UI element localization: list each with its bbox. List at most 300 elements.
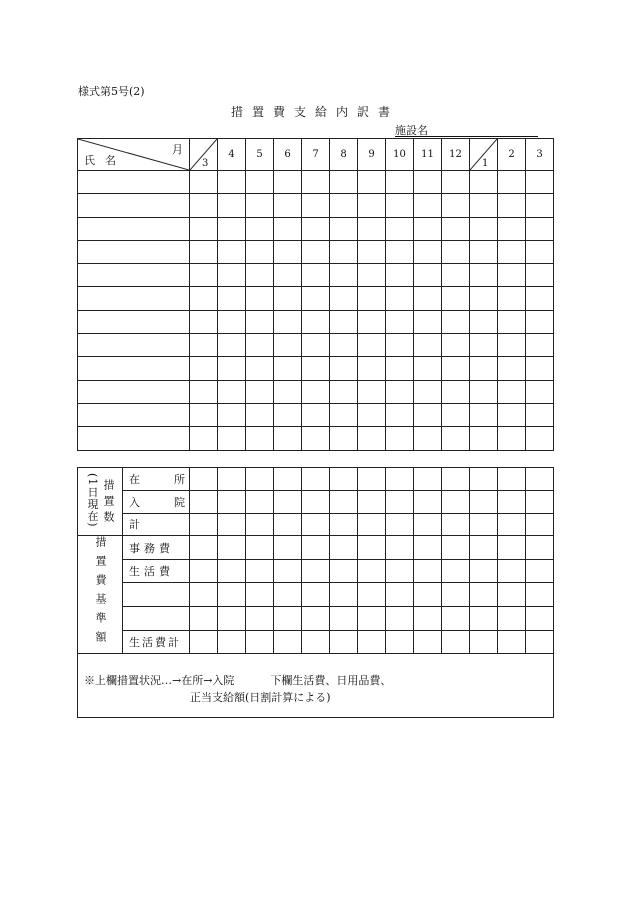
month-cell[interactable] bbox=[470, 217, 498, 240]
value-cell[interactable] bbox=[218, 630, 246, 654]
value-cell[interactable] bbox=[358, 468, 386, 491]
value-cell[interactable] bbox=[498, 607, 526, 631]
month-cell[interactable] bbox=[330, 240, 358, 263]
name-row bbox=[78, 403, 554, 426]
amount-row-label: 事務費 bbox=[123, 536, 190, 560]
value-cell[interactable] bbox=[190, 630, 218, 654]
month-cell[interactable] bbox=[526, 194, 554, 217]
value-cell[interactable] bbox=[526, 559, 554, 583]
month-cell[interactable] bbox=[498, 287, 526, 310]
month-cell[interactable] bbox=[498, 194, 526, 217]
month-cell[interactable] bbox=[442, 171, 470, 194]
month-cell[interactable] bbox=[386, 171, 414, 194]
value-cell[interactable] bbox=[190, 490, 218, 513]
name-cell[interactable] bbox=[78, 380, 190, 403]
value-cell[interactable] bbox=[526, 536, 554, 560]
month-cell[interactable] bbox=[190, 287, 218, 310]
value-cell[interactable] bbox=[358, 607, 386, 631]
name-cell[interactable] bbox=[78, 264, 190, 287]
value-cell[interactable] bbox=[498, 468, 526, 491]
month-header: 12 bbox=[442, 139, 470, 171]
value-cell[interactable] bbox=[386, 536, 414, 560]
value-cell[interactable] bbox=[498, 490, 526, 513]
count-row-label: 在 所 bbox=[123, 468, 190, 491]
month-header: 11 bbox=[414, 139, 442, 171]
month-cell[interactable] bbox=[526, 171, 554, 194]
value-cell[interactable] bbox=[302, 468, 330, 491]
value-cell[interactable] bbox=[526, 583, 554, 607]
value-cell[interactable] bbox=[470, 583, 498, 607]
month-cell[interactable] bbox=[470, 357, 498, 380]
month-cell[interactable] bbox=[470, 380, 498, 403]
value-cell[interactable] bbox=[274, 559, 302, 583]
value-cell[interactable] bbox=[386, 513, 414, 536]
value-cell[interactable] bbox=[330, 630, 358, 654]
value-cell[interactable] bbox=[386, 630, 414, 654]
month-cell[interactable] bbox=[358, 380, 386, 403]
month-cell[interactable] bbox=[218, 264, 246, 287]
month-cell[interactable] bbox=[442, 310, 470, 333]
value-cell[interactable] bbox=[498, 559, 526, 583]
value-cell[interactable] bbox=[190, 468, 218, 491]
month-cell[interactable] bbox=[358, 171, 386, 194]
month-cell[interactable] bbox=[274, 171, 302, 194]
value-cell[interactable] bbox=[442, 630, 470, 654]
value-cell[interactable] bbox=[302, 607, 330, 631]
month-cell[interactable] bbox=[302, 334, 330, 357]
month-cell[interactable] bbox=[330, 357, 358, 380]
month-cell[interactable] bbox=[386, 194, 414, 217]
month-cell[interactable] bbox=[246, 171, 274, 194]
value-cell[interactable] bbox=[246, 468, 274, 491]
month-cell[interactable] bbox=[274, 287, 302, 310]
month-cell[interactable] bbox=[302, 194, 330, 217]
month-cell[interactable] bbox=[190, 403, 218, 426]
month-cell[interactable] bbox=[386, 240, 414, 263]
note-cell bbox=[78, 654, 554, 718]
month-cell[interactable] bbox=[470, 403, 498, 426]
month-cell[interactable] bbox=[414, 287, 442, 310]
month-cell[interactable] bbox=[442, 217, 470, 240]
month-cell[interactable] bbox=[274, 357, 302, 380]
month-cell[interactable] bbox=[498, 380, 526, 403]
month-cell[interactable] bbox=[190, 194, 218, 217]
value-cell[interactable] bbox=[470, 559, 498, 583]
month-cell[interactable] bbox=[498, 334, 526, 357]
month-cell[interactable] bbox=[302, 217, 330, 240]
month-cell[interactable] bbox=[246, 334, 274, 357]
month-cell[interactable] bbox=[470, 287, 498, 310]
value-cell[interactable] bbox=[358, 513, 386, 536]
month-cell[interactable] bbox=[218, 217, 246, 240]
month-cell[interactable] bbox=[190, 427, 218, 450]
name-row bbox=[78, 194, 554, 217]
value-cell[interactable] bbox=[414, 536, 442, 560]
month-cell[interactable] bbox=[526, 287, 554, 310]
month-cell[interactable] bbox=[442, 380, 470, 403]
month-cell[interactable] bbox=[218, 240, 246, 263]
value-cell[interactable] bbox=[526, 468, 554, 491]
month-cell[interactable] bbox=[498, 240, 526, 263]
standard-amount-row bbox=[78, 607, 554, 631]
month-cell[interactable] bbox=[330, 171, 358, 194]
value-cell[interactable] bbox=[246, 559, 274, 583]
name-cell[interactable] bbox=[78, 357, 190, 380]
month-cell[interactable] bbox=[190, 171, 218, 194]
month-cell[interactable] bbox=[330, 287, 358, 310]
value-cell[interactable] bbox=[190, 536, 218, 560]
month-cell[interactable] bbox=[526, 240, 554, 263]
value-cell[interactable] bbox=[218, 468, 246, 491]
name-cell[interactable] bbox=[78, 217, 190, 240]
month-cell[interactable] bbox=[442, 264, 470, 287]
name-cell[interactable] bbox=[78, 240, 190, 263]
month-cell[interactable] bbox=[246, 217, 274, 240]
value-cell[interactable] bbox=[246, 607, 274, 631]
month-cell[interactable] bbox=[302, 403, 330, 426]
month-cell[interactable] bbox=[442, 403, 470, 426]
value-cell[interactable] bbox=[358, 630, 386, 654]
value-cell[interactable] bbox=[414, 630, 442, 654]
month-cell[interactable] bbox=[190, 357, 218, 380]
month-header: 8 bbox=[330, 139, 358, 171]
value-cell[interactable] bbox=[218, 559, 246, 583]
month-cell[interactable] bbox=[386, 334, 414, 357]
standard-amount-label: 措置費基準額 bbox=[94, 536, 107, 651]
value-cell[interactable] bbox=[190, 513, 218, 536]
value-cell[interactable] bbox=[442, 583, 470, 607]
month-cell[interactable] bbox=[274, 194, 302, 217]
month-cell[interactable] bbox=[190, 217, 218, 240]
value-cell[interactable] bbox=[330, 607, 358, 631]
month-cell[interactable] bbox=[414, 380, 442, 403]
value-cell[interactable] bbox=[302, 630, 330, 654]
month-cell[interactable] bbox=[358, 287, 386, 310]
value-cell[interactable] bbox=[526, 513, 554, 536]
month-cell[interactable] bbox=[302, 287, 330, 310]
month-cell[interactable] bbox=[526, 357, 554, 380]
name-cell[interactable] bbox=[78, 403, 190, 426]
value-cell[interactable] bbox=[386, 490, 414, 513]
month-cell[interactable] bbox=[218, 171, 246, 194]
month-cell[interactable] bbox=[498, 264, 526, 287]
month-cell[interactable] bbox=[414, 310, 442, 333]
month-cell[interactable] bbox=[442, 240, 470, 263]
value-cell[interactable] bbox=[274, 583, 302, 607]
name-cell[interactable] bbox=[78, 334, 190, 357]
month-cell[interactable] bbox=[358, 240, 386, 263]
value-cell[interactable] bbox=[442, 607, 470, 631]
month-cell[interactable] bbox=[302, 427, 330, 450]
value-cell[interactable] bbox=[386, 559, 414, 583]
month-cell[interactable] bbox=[302, 171, 330, 194]
value-cell[interactable] bbox=[274, 630, 302, 654]
month-cell[interactable] bbox=[190, 380, 218, 403]
month-header: 3 bbox=[526, 139, 554, 171]
value-cell[interactable] bbox=[358, 583, 386, 607]
header-row bbox=[78, 139, 554, 171]
value-cell[interactable] bbox=[442, 536, 470, 560]
month-cell[interactable] bbox=[414, 240, 442, 263]
month-cell[interactable] bbox=[386, 427, 414, 450]
value-cell[interactable] bbox=[274, 468, 302, 491]
name-cell[interactable] bbox=[78, 310, 190, 333]
value-cell[interactable] bbox=[302, 536, 330, 560]
month-cell[interactable] bbox=[498, 217, 526, 240]
value-cell[interactable] bbox=[302, 583, 330, 607]
note-placement-status: ※上欄措置状況…→在所→入院 bbox=[84, 674, 235, 688]
month-cell[interactable] bbox=[330, 380, 358, 403]
value-cell[interactable] bbox=[302, 559, 330, 583]
month-cell[interactable] bbox=[190, 240, 218, 263]
month-cell[interactable] bbox=[246, 194, 274, 217]
month-cell[interactable] bbox=[414, 403, 442, 426]
month-header: 2 bbox=[498, 139, 526, 171]
value-cell[interactable] bbox=[274, 490, 302, 513]
month-cell[interactable] bbox=[246, 240, 274, 263]
month-cell[interactable] bbox=[358, 403, 386, 426]
month-cell[interactable] bbox=[218, 427, 246, 450]
value-cell[interactable] bbox=[470, 607, 498, 631]
value-cell[interactable] bbox=[358, 536, 386, 560]
month-cell[interactable] bbox=[330, 264, 358, 287]
month-cell[interactable] bbox=[442, 194, 470, 217]
month-cell[interactable] bbox=[386, 380, 414, 403]
month-cell[interactable] bbox=[470, 264, 498, 287]
month-cell[interactable] bbox=[218, 287, 246, 310]
value-cell[interactable] bbox=[414, 490, 442, 513]
month-cell[interactable] bbox=[302, 310, 330, 333]
value-cell[interactable] bbox=[274, 607, 302, 631]
value-cell[interactable] bbox=[218, 583, 246, 607]
month-cell[interactable] bbox=[414, 427, 442, 450]
month-cell[interactable] bbox=[274, 264, 302, 287]
value-cell[interactable] bbox=[274, 513, 302, 536]
month-cell[interactable] bbox=[498, 310, 526, 333]
month-cell[interactable] bbox=[358, 427, 386, 450]
name-cell[interactable] bbox=[78, 427, 190, 450]
month-cell[interactable] bbox=[414, 194, 442, 217]
month-3-label: 3 bbox=[202, 158, 209, 169]
month-cell[interactable] bbox=[330, 334, 358, 357]
month-cell[interactable] bbox=[246, 264, 274, 287]
month-cell[interactable] bbox=[218, 403, 246, 426]
count-row bbox=[78, 513, 554, 536]
value-cell[interactable] bbox=[358, 559, 386, 583]
value-cell[interactable] bbox=[414, 468, 442, 491]
standard-amount-row bbox=[78, 536, 554, 560]
value-cell[interactable] bbox=[414, 513, 442, 536]
month-cell[interactable] bbox=[442, 287, 470, 310]
value-cell[interactable] bbox=[498, 630, 526, 654]
month-cell[interactable] bbox=[358, 194, 386, 217]
month-cell[interactable] bbox=[190, 334, 218, 357]
value-cell[interactable] bbox=[414, 607, 442, 631]
value-cell[interactable] bbox=[218, 536, 246, 560]
value-cell[interactable] bbox=[470, 536, 498, 560]
month-cell[interactable] bbox=[218, 334, 246, 357]
month-cell[interactable] bbox=[442, 357, 470, 380]
month-cell[interactable] bbox=[246, 310, 274, 333]
value-cell[interactable] bbox=[470, 630, 498, 654]
month-cell[interactable] bbox=[246, 287, 274, 310]
month-cell[interactable] bbox=[218, 310, 246, 333]
month-cell[interactable] bbox=[218, 194, 246, 217]
month-cell[interactable] bbox=[470, 334, 498, 357]
value-cell[interactable] bbox=[330, 468, 358, 491]
month-cell[interactable] bbox=[526, 403, 554, 426]
month-cell[interactable] bbox=[386, 310, 414, 333]
value-cell[interactable] bbox=[190, 583, 218, 607]
month-cell[interactable] bbox=[218, 357, 246, 380]
note-lower-column: 下欄生活費、日用品費、 bbox=[270, 674, 392, 688]
value-cell[interactable] bbox=[330, 559, 358, 583]
value-cell[interactable] bbox=[190, 559, 218, 583]
month-cell[interactable] bbox=[302, 357, 330, 380]
value-cell[interactable] bbox=[246, 536, 274, 560]
value-cell[interactable] bbox=[442, 468, 470, 491]
value-cell[interactable] bbox=[358, 490, 386, 513]
month-cell[interactable] bbox=[330, 310, 358, 333]
value-cell[interactable] bbox=[330, 536, 358, 560]
facility-name-field[interactable] bbox=[395, 122, 538, 137]
value-cell[interactable] bbox=[330, 583, 358, 607]
value-cell[interactable] bbox=[246, 513, 274, 536]
month-cell[interactable] bbox=[414, 357, 442, 380]
value-cell[interactable] bbox=[470, 513, 498, 536]
month-cell[interactable] bbox=[498, 403, 526, 426]
summary-table bbox=[77, 467, 554, 718]
month-cell[interactable] bbox=[386, 403, 414, 426]
month-cell[interactable] bbox=[358, 357, 386, 380]
month-cell[interactable] bbox=[498, 427, 526, 450]
placement-count-label: 措置数 bbox=[102, 479, 115, 528]
month-cell[interactable] bbox=[358, 217, 386, 240]
value-cell[interactable] bbox=[302, 490, 330, 513]
month-cell[interactable] bbox=[442, 334, 470, 357]
month-cell[interactable] bbox=[526, 380, 554, 403]
name-row bbox=[78, 310, 554, 333]
month-cell[interactable] bbox=[274, 427, 302, 450]
value-cell[interactable] bbox=[218, 513, 246, 536]
value-cell[interactable] bbox=[274, 536, 302, 560]
month-cell[interactable] bbox=[274, 217, 302, 240]
month-cell[interactable] bbox=[526, 427, 554, 450]
month-cell[interactable] bbox=[246, 427, 274, 450]
standard-amount-row bbox=[78, 583, 554, 607]
value-cell[interactable] bbox=[246, 583, 274, 607]
month-cell[interactable] bbox=[302, 240, 330, 263]
month-cell[interactable] bbox=[274, 240, 302, 263]
value-cell[interactable] bbox=[330, 513, 358, 536]
value-cell[interactable] bbox=[386, 468, 414, 491]
note-line-2: 正当支給額(日割計算による) bbox=[190, 691, 331, 705]
month-cell[interactable] bbox=[190, 264, 218, 287]
month-cell[interactable] bbox=[526, 217, 554, 240]
month-cell[interactable] bbox=[190, 310, 218, 333]
note-line-1 bbox=[84, 672, 553, 689]
month-cell[interactable] bbox=[274, 403, 302, 426]
value-cell[interactable] bbox=[498, 583, 526, 607]
month-cell[interactable] bbox=[386, 357, 414, 380]
month-cell[interactable] bbox=[274, 334, 302, 357]
month-cell[interactable] bbox=[470, 427, 498, 450]
month-cell[interactable] bbox=[526, 334, 554, 357]
name-cell[interactable] bbox=[78, 194, 190, 217]
value-cell[interactable] bbox=[218, 607, 246, 631]
month-cell[interactable] bbox=[414, 217, 442, 240]
month-cell[interactable] bbox=[330, 194, 358, 217]
value-cell[interactable] bbox=[498, 536, 526, 560]
month-header: 7 bbox=[302, 139, 330, 171]
name-cell[interactable] bbox=[78, 287, 190, 310]
month-label: 月 bbox=[172, 143, 183, 156]
month-cell[interactable] bbox=[498, 171, 526, 194]
value-cell[interactable] bbox=[246, 490, 274, 513]
month-cell[interactable] bbox=[246, 403, 274, 426]
month-cell[interactable] bbox=[246, 380, 274, 403]
month-cell[interactable] bbox=[330, 217, 358, 240]
name-cell[interactable] bbox=[78, 171, 190, 194]
month-cell[interactable] bbox=[470, 310, 498, 333]
month-cell[interactable] bbox=[302, 380, 330, 403]
value-cell[interactable] bbox=[386, 607, 414, 631]
name-row bbox=[78, 357, 554, 380]
month-cell[interactable] bbox=[470, 240, 498, 263]
value-cell[interactable] bbox=[442, 490, 470, 513]
value-cell[interactable] bbox=[498, 513, 526, 536]
value-cell[interactable] bbox=[246, 630, 274, 654]
month-cell[interactable] bbox=[386, 287, 414, 310]
month-cell[interactable] bbox=[526, 264, 554, 287]
value-cell[interactable] bbox=[526, 490, 554, 513]
value-cell[interactable] bbox=[302, 513, 330, 536]
month-cell[interactable] bbox=[386, 217, 414, 240]
month-cell[interactable] bbox=[414, 171, 442, 194]
month-cell[interactable] bbox=[330, 403, 358, 426]
month-cell[interactable] bbox=[470, 171, 498, 194]
value-cell[interactable] bbox=[218, 490, 246, 513]
value-cell[interactable] bbox=[414, 559, 442, 583]
value-cell[interactable] bbox=[526, 607, 554, 631]
month-cell[interactable] bbox=[274, 310, 302, 333]
month-cell[interactable] bbox=[358, 310, 386, 333]
value-cell[interactable] bbox=[470, 490, 498, 513]
month-cell[interactable] bbox=[218, 380, 246, 403]
value-cell[interactable] bbox=[414, 583, 442, 607]
month-cell[interactable] bbox=[414, 334, 442, 357]
month-cell[interactable] bbox=[386, 264, 414, 287]
month-cell[interactable] bbox=[470, 194, 498, 217]
value-cell[interactable] bbox=[526, 630, 554, 654]
value-cell[interactable] bbox=[470, 468, 498, 491]
value-cell[interactable] bbox=[386, 583, 414, 607]
value-cell[interactable] bbox=[190, 607, 218, 631]
value-cell[interactable] bbox=[442, 559, 470, 583]
month-cell[interactable] bbox=[302, 264, 330, 287]
month-cell[interactable] bbox=[526, 310, 554, 333]
value-cell[interactable] bbox=[442, 513, 470, 536]
month-cell[interactable] bbox=[330, 427, 358, 450]
month-cell[interactable] bbox=[358, 264, 386, 287]
month-cell[interactable] bbox=[414, 264, 442, 287]
month-cell[interactable] bbox=[358, 334, 386, 357]
month-cell[interactable] bbox=[274, 380, 302, 403]
month-cell[interactable] bbox=[442, 427, 470, 450]
month-cell[interactable] bbox=[498, 357, 526, 380]
value-cell[interactable] bbox=[330, 490, 358, 513]
month-cell[interactable] bbox=[246, 357, 274, 380]
